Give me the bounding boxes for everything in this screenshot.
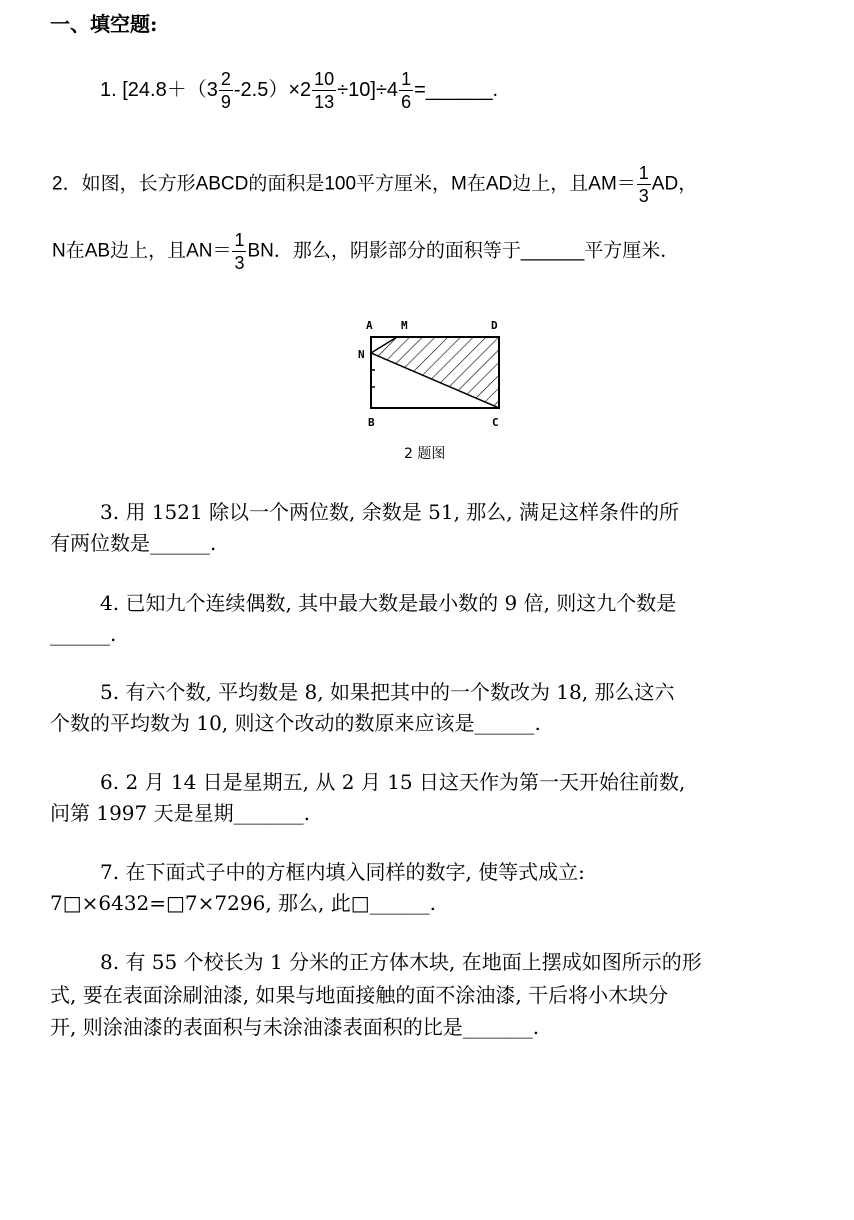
- label-n: N: [358, 348, 365, 361]
- q1-part-c: ÷10]÷4: [337, 78, 399, 101]
- question-4-line-1: 4. 已知九个连续偶数, 其中最大数是最小数的 9 倍, 则这九个数是: [100, 591, 677, 615]
- question-8-line-2: 式, 要在表面涂刷油漆, 如果与地面接触的面不涂油漆, 干后将小木块分: [50, 983, 669, 1007]
- question-1: [100, 70, 498, 111]
- question-7-line-1: 7. 在下面式子中的方框内填入同样的数字, 使等式成立:: [100, 860, 585, 884]
- label-a: A: [366, 319, 373, 332]
- q1-frac1-den: 9: [220, 92, 231, 112]
- q1-part-b: -2.5）×2: [233, 78, 312, 101]
- q1-fraction-2: [312, 70, 336, 111]
- question-3-line-2: 有两位数是______.: [50, 531, 217, 555]
- q2-fraction-b: [232, 231, 246, 272]
- label-d: D: [491, 319, 498, 332]
- q2-line1-b: AD，: [651, 173, 698, 195]
- question-6-line-2: 问第 1997 天是星期_______.: [50, 801, 310, 825]
- question-5-line-2: 个数的平均数为 10, 则这个改动的数原来应该是______.: [50, 711, 541, 735]
- q2-line2-b: BN．那么，阴影部分的面积等于______平方厘米．: [247, 240, 680, 262]
- q1-frac3-num: 1: [401, 69, 412, 89]
- question-2-line-2: [52, 231, 679, 272]
- q2-figure: [355, 315, 515, 435]
- q1-frac3-den: 6: [401, 92, 412, 112]
- question-8-line-1: 8. 有 55 个校长为 1 分米的正方体木块, 在地面上摆成如图所示的形: [100, 950, 702, 974]
- section-title: 一、填空题:: [50, 12, 158, 36]
- label-m: M: [401, 319, 408, 332]
- q2-line1-a: 2．如图，长方形ABCD的面积是100平方厘米，M在AD边上，且AM＝: [52, 173, 636, 195]
- q2-fracb-num: 1: [234, 230, 245, 250]
- figure-caption: 2 题图: [404, 446, 446, 462]
- question-4-line-2: ______.: [50, 622, 117, 646]
- shaded-region: [371, 337, 499, 408]
- q2-fraca-den: 3: [638, 186, 649, 206]
- label-c: C: [492, 416, 499, 429]
- question-2-line-1: [52, 164, 697, 205]
- q2-fraca-num: 1: [638, 163, 649, 183]
- label-b: B: [368, 416, 375, 429]
- q1-fraction-1: [219, 70, 233, 111]
- q1-part-d: =______.: [414, 78, 499, 101]
- q1-part-a: [24.8＋（3: [122, 78, 218, 101]
- question-3-line-1: 3. 用 1521 除以一个两位数, 余数是 51, 那么, 满足这样条件的所: [100, 500, 680, 524]
- q1-fraction-3: [399, 70, 413, 111]
- q1-frac2-den: 13: [314, 92, 335, 112]
- question-8-line-3: 开, 则涂油漆的表面积与未涂油漆表面积的比是_______.: [50, 1015, 540, 1039]
- q2-line2-a: N在AB边上，且AN＝: [52, 240, 232, 262]
- q1-number: 1.: [100, 78, 117, 101]
- question-7-line-2: 7□×6432=□7×7296, 那么, 此□______.: [50, 891, 436, 915]
- q2-fraction-a: [637, 164, 651, 205]
- question-6-line-1: 6. 2 月 14 日是星期五, 从 2 月 15 日这天作为第一天开始往前数,: [100, 770, 686, 794]
- q1-frac1-num: 2: [220, 69, 231, 89]
- q2-fracb-den: 3: [234, 253, 245, 273]
- q1-frac2-num: 10: [314, 69, 335, 89]
- question-5-line-1: 5. 有六个数, 平均数是 8, 如果把其中的一个数改为 18, 那么这六: [100, 680, 675, 704]
